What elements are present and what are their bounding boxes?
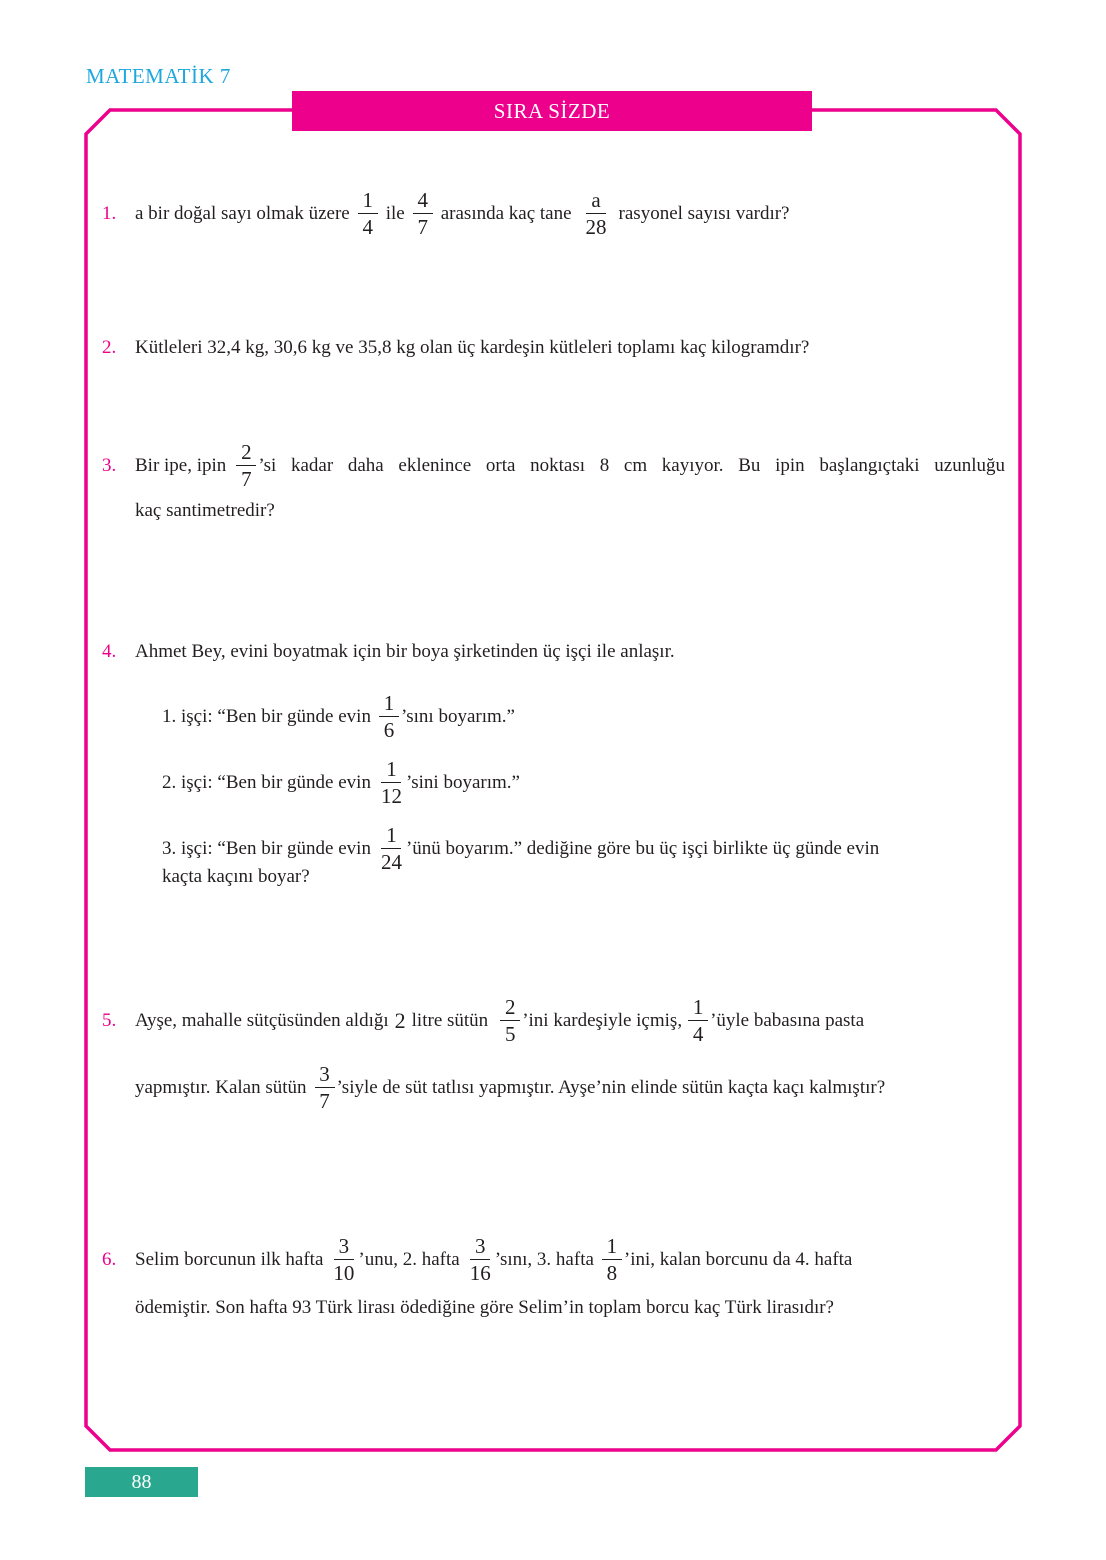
subject-header: MATEMATİK 7 [86, 64, 231, 88]
question-5-continuation [135, 1063, 885, 1112]
worker-text: ’sini boyarım.” [405, 771, 520, 793]
fraction: $\frac{3}{7}$ [315, 1063, 335, 1112]
question-text: Ahmet Bey, evini boyatmak için bir boya şirketinden üç işçi ile anlaşır. [135, 641, 675, 662]
page-number: 88 [85, 1467, 198, 1497]
question-number: 3. [102, 454, 117, 476]
question-6-continuation [135, 1297, 834, 1319]
question-text: Bir ipe, ipin [135, 454, 227, 476]
question-text: yapmıştır. Kalan sütün [135, 1076, 307, 1098]
worker-text: 1. işçi: “Ben bir günde evin [162, 705, 371, 727]
question-3 [102, 441, 1005, 490]
worker-text: kaçta kaçını boyar? [162, 866, 310, 887]
question-text: Ayşe, mahalle sütçüsünden aldığı [135, 1009, 389, 1031]
question-1 [102, 189, 790, 238]
question-2 [102, 337, 809, 359]
question-number: 5. [102, 1009, 117, 1031]
question-text: Kütleleri 32,4 kg, 30,6 kg ve 35,8 kg olan üç kardeşin kütleleri toplamı kaç kilogramdır? [135, 337, 810, 358]
question-number: 4. [102, 641, 117, 662]
worker-text: ’sını boyarım.” [400, 705, 515, 727]
question-5 [102, 996, 864, 1045]
worker-text: 3. işçi: “Ben bir günde evin [162, 837, 371, 859]
worker-text: ’ünü boyarım.” dediğine göre bu üç işçi birlikte üç günde evin [405, 837, 880, 859]
question-text: kaç santimetredir? [135, 500, 275, 521]
question-text: litre sütün [411, 1009, 489, 1031]
fraction: $\frac{1}{4}$ [358, 189, 378, 238]
question-number: 2. [102, 337, 117, 358]
worker-1-line [162, 692, 515, 741]
fraction: $\frac{2}{7}$ [236, 441, 256, 490]
question-text: a bir doğal sayı olmak üzere [135, 202, 350, 224]
question-text: Selim borcunun ilk hafta [135, 1248, 324, 1270]
question-text: ’sını, 3. hafta [494, 1248, 594, 1270]
fraction: $\frac{1}{12}$ [380, 757, 402, 809]
fraction: $\frac{2}{5}$ [500, 996, 520, 1045]
fraction: $\frac{1}{8}$ [602, 1235, 622, 1284]
question-text: ’si kadar daha eklenince orta noktası 8 cm kayıyor. Bu ipin başlangıçtaki uzunluğu [258, 454, 1005, 476]
fraction: $\frac{1}{6}$ [379, 692, 399, 741]
question-4 [102, 641, 675, 663]
worker-text: 2. işçi: “Ben bir günde evin [162, 771, 371, 793]
quantity-value: 2 [394, 1007, 406, 1033]
question-number: 6. [102, 1248, 117, 1270]
worker-2-line [162, 758, 520, 807]
fraction: $\frac{1}{24}$ [380, 823, 402, 875]
fraction: $\frac{3}{10}$ [333, 1234, 355, 1286]
fraction: $\frac{1}{4}$ [688, 996, 708, 1045]
fraction: $\frac{3}{16}$ [469, 1234, 491, 1286]
question-number: 1. [102, 202, 117, 224]
fraction: $\frac{4}{7}$ [413, 189, 433, 238]
question-text: ’unu, 2. hafta [358, 1248, 460, 1270]
question-6 [102, 1235, 852, 1284]
question-text: ile [385, 202, 405, 224]
question-text: arasında kaç tane [440, 202, 572, 224]
question-text: ’ini, kalan borcunu da 4. hafta [623, 1248, 853, 1270]
question-text: ’siyle de süt tatlısı yapmıştır. Ayşe’nin elinde sütün kaçta kaçı kalmıştır? [336, 1076, 886, 1098]
question-3-continuation [135, 500, 275, 522]
section-banner: SIRA SİZDE [292, 91, 812, 131]
question-text: ’üyle babasına pasta [710, 1009, 865, 1031]
fraction: $\frac{a}{28}$ [585, 188, 607, 240]
question-text: rasyonel sayısı vardır? [618, 202, 790, 224]
worker-3-continuation [162, 866, 310, 888]
question-text: ödemiştir. Son hafta 93 Türk lirası ödediğine göre Selim’in toplam borcu kaç Türk lirasıdır? [135, 1297, 834, 1318]
question-text: ’ini kardeşiyle içmiş, [522, 1009, 683, 1031]
